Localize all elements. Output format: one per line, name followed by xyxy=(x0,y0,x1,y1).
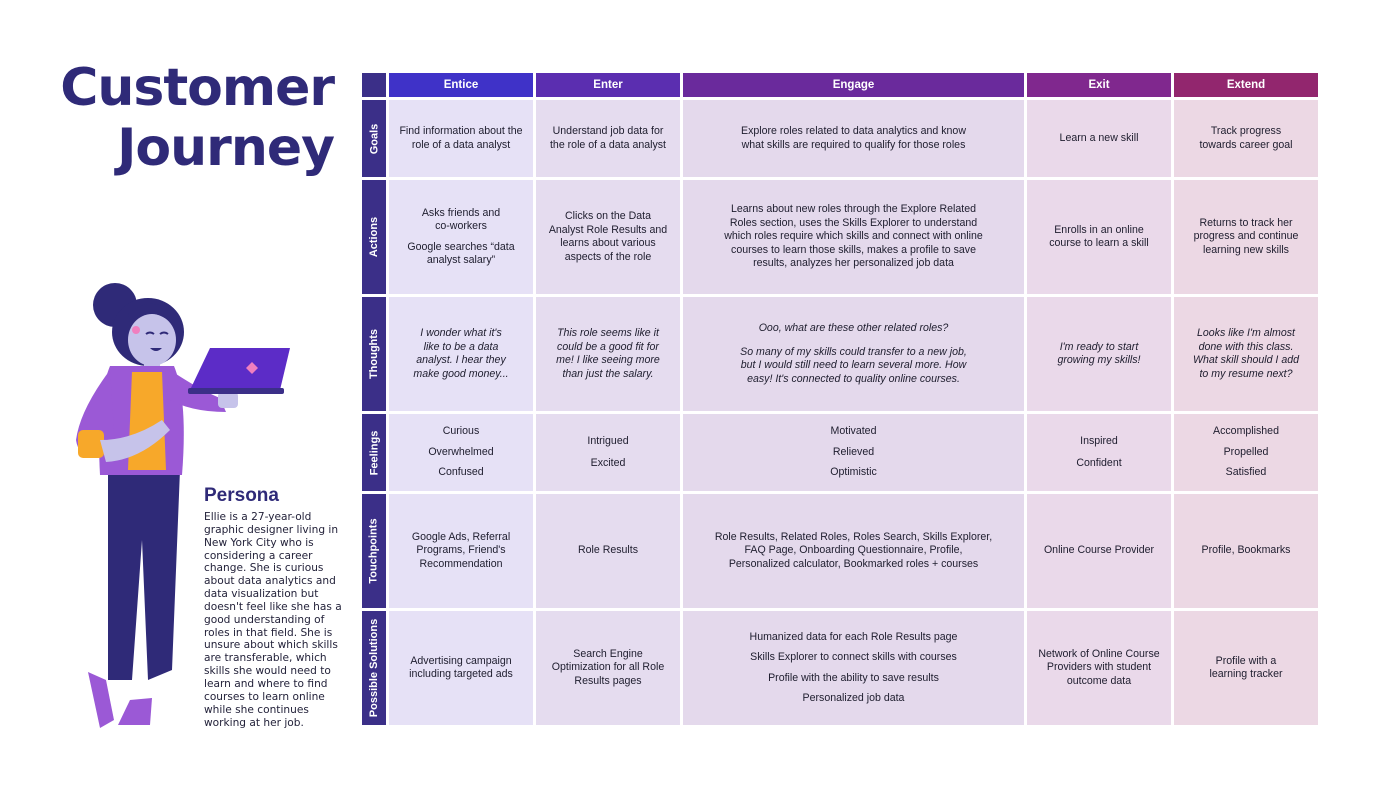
row-label: Actions xyxy=(368,216,380,258)
cell-text: Online Course Provider xyxy=(1043,544,1155,557)
cell-text: Role Results, Related Roles, Roles Search, Skills Explorer, FAQ Page, Onboarding Questionnaire, Profile, Personalized calculator, Bookmarked roles + courses xyxy=(714,530,993,570)
cell-text: Propelled xyxy=(1223,445,1269,458)
journey-cell xyxy=(389,494,533,608)
cell-text: I wonder what it's like to be a data analyst. I hear they make good money... xyxy=(413,327,509,380)
journey-cell xyxy=(389,297,533,411)
cell-text: Personalized job data xyxy=(802,692,905,704)
journey-cell xyxy=(389,414,533,491)
stage-header: Enter xyxy=(536,73,680,97)
persona-description: Ellie is a 27-year-old graphic designer living in New York City who is considering a career change. She is curious about data analytics and data visualization but doesn't feel like she has a good understanding of roles in that field. She is unsure about which skills are transferable, which skills she would need to learn and where to find courses to learn online while she continues working at her job. xyxy=(204,511,342,729)
page-title xyxy=(60,58,334,178)
journey-cell xyxy=(1174,100,1318,177)
stage-header: Exit xyxy=(1027,73,1171,97)
cell-text: Intrigued xyxy=(587,434,629,447)
journey-cell xyxy=(536,414,680,491)
journey-cell xyxy=(389,611,533,725)
journey-cell xyxy=(389,180,533,294)
journey-cell xyxy=(683,100,1024,177)
journey-cell xyxy=(1027,100,1171,177)
journey-cell xyxy=(1174,611,1318,725)
journey-cell xyxy=(683,494,1024,608)
journey-cell xyxy=(1027,494,1171,608)
cell-text: Accomplished xyxy=(1213,425,1279,438)
journey-cell xyxy=(683,611,1024,725)
cell-text: Clicks on the Data Analyst Role Results and learns about various aspects of the role xyxy=(548,210,668,263)
cell-text: Ooo, what are these other related roles? xyxy=(758,322,949,334)
journey-cell xyxy=(536,100,680,177)
cell-text: Learns about new roles through the Explore Related Roles section, uses the Skills Explorer to understand which roles require which skills and connect with online courses to learn those skills, makes a profile to save results, analyzes her personalized job data xyxy=(724,203,983,270)
row-label: Possible Solutions xyxy=(368,618,380,718)
cell-text: Network of Online Course Providers with student outcome data xyxy=(1038,647,1160,687)
journey-cell xyxy=(1174,297,1318,411)
journey-cell xyxy=(536,297,680,411)
journey-cell xyxy=(1027,180,1171,294)
title-line-2: Journey xyxy=(117,118,334,178)
cell-text: Inspired xyxy=(1080,434,1118,447)
row-header-feelings xyxy=(362,414,386,491)
journey-map xyxy=(362,73,1318,725)
cell-text: Profile, Bookmarks xyxy=(1201,544,1291,557)
journey-cell xyxy=(683,180,1024,294)
cell-text: Excited xyxy=(590,457,626,469)
cell-text: So many of my skills could transfer to a new job, but I would still need to learn several more. How easy! It's connected to quality online courses. xyxy=(740,345,967,385)
journey-cell xyxy=(1174,414,1318,491)
title-line-1: Customer xyxy=(60,58,334,118)
cell-text: Looks like I'm almost done with this class. What skill should I add to my resume next? xyxy=(1193,327,1299,380)
cell-text: Advertising campaign including targeted ads xyxy=(409,654,513,680)
grid-corner xyxy=(362,73,386,97)
row-header-possible-solutions xyxy=(362,611,386,725)
journey-cell xyxy=(1027,414,1171,491)
journey-cell xyxy=(1174,494,1318,608)
cell-text: Confident xyxy=(1076,457,1122,469)
cell-text: Confused xyxy=(438,466,484,479)
cell-text: Asks friends and co-workers xyxy=(421,206,501,232)
journey-cell xyxy=(683,414,1024,491)
row-label: Goals xyxy=(368,123,381,154)
cell-text: Returns to track her progress and continue learning new skills xyxy=(1193,216,1299,256)
cell-text: Search Engine Optimization for all Role Results pages xyxy=(551,647,665,687)
row-label: Touchpoints xyxy=(368,518,380,584)
cell-text: Google searches “data analyst salary” xyxy=(407,240,515,266)
journey-cell xyxy=(536,180,680,294)
stage-header: Entice xyxy=(389,73,533,97)
cell-text: Learn a new skill xyxy=(1059,131,1139,144)
cell-text: Understand job data for the role of a data analyst xyxy=(549,125,667,151)
cell-text: This role seems like it could be a good fit for me! I like seeing more than just the salary. xyxy=(556,327,660,380)
row-header-goals xyxy=(362,100,386,177)
cell-text: Humanized data for each Role Results page xyxy=(749,630,958,643)
cell-text: I'm ready to start growing my skills! xyxy=(1057,340,1141,366)
cell-text: Curious xyxy=(442,425,480,438)
journey-cell xyxy=(1027,297,1171,411)
cell-text: Profile with the ability to save results xyxy=(768,671,939,684)
cell-text: Overwhelmed xyxy=(428,445,494,458)
cell-text: Explore roles related to data analytics and know what skills are required to qualify for those roles xyxy=(741,125,966,151)
journey-cell xyxy=(536,611,680,725)
cell-text: Google Ads, Referral Programs, Friend's Recommendation xyxy=(411,530,511,570)
row-header-thoughts xyxy=(362,297,386,411)
stage-header: Extend xyxy=(1174,73,1318,97)
cell-text: Skills Explorer to connect skills with courses xyxy=(750,651,957,663)
row-header-actions xyxy=(362,180,386,294)
journey-cell xyxy=(1027,611,1171,725)
cell-text: Profile with a learning tracker xyxy=(1209,654,1283,680)
cell-text: Relieved xyxy=(832,445,875,458)
journey-cell xyxy=(389,100,533,177)
persona-heading: Persona xyxy=(204,485,279,506)
cell-text: Find information about the role of a data analyst xyxy=(399,125,523,151)
cell-text: Motivated xyxy=(830,425,877,438)
cell-text: Track progress towards career goal xyxy=(1199,125,1293,151)
stage-header: Engage xyxy=(683,73,1024,97)
journey-cell xyxy=(536,494,680,608)
row-label: Thoughts xyxy=(368,328,381,380)
row-label: Feelings xyxy=(368,430,380,475)
cell-text: Enrolls in an online course to learn a skill xyxy=(1049,223,1149,249)
journey-cell xyxy=(1174,180,1318,294)
journey-cell xyxy=(683,297,1024,411)
cell-text: Role Results xyxy=(577,544,639,557)
cell-text: Optimistic xyxy=(830,466,877,479)
row-header-touchpoints xyxy=(362,494,386,608)
cell-text: Satisfied xyxy=(1225,466,1267,479)
